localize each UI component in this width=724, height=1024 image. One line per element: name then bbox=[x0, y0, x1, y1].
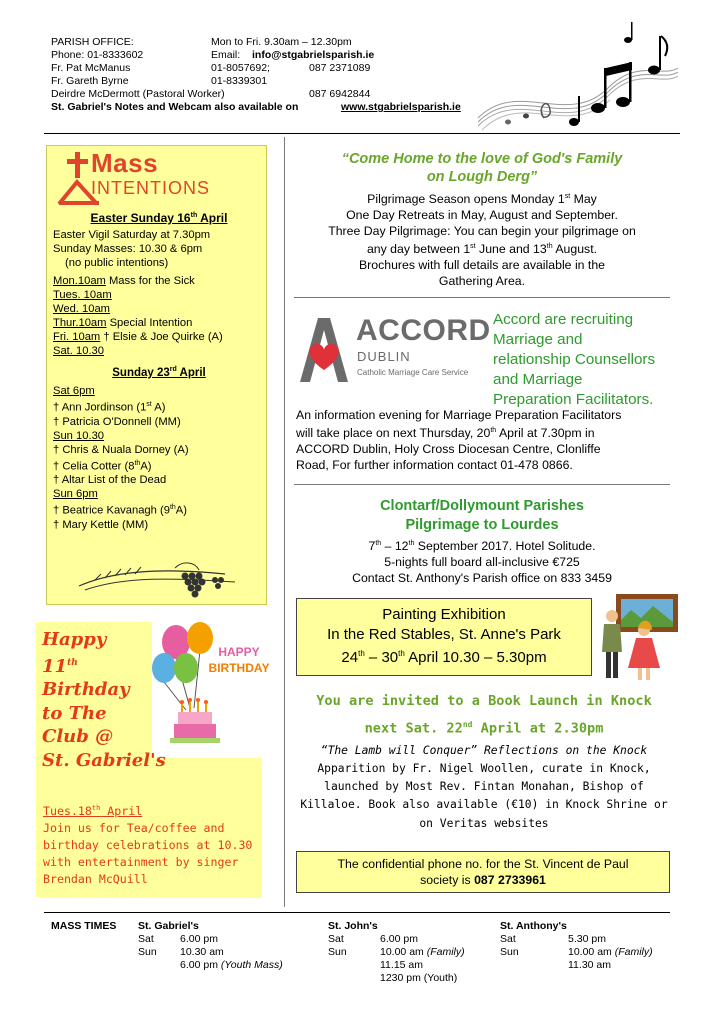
gareth-name: Fr. Gareth Byrne bbox=[51, 75, 129, 87]
intention-mary: † Mary Kettle (MM) bbox=[53, 519, 149, 532]
office-phone: Phone: 01-8333602 bbox=[51, 49, 144, 61]
saturday-intention: Sat. 10.30 bbox=[53, 345, 105, 357]
lough-derg-body: Pilgrimage Season opens Monday 1st May One Day Retreats in May, August and September. Three Day Pilgrimage: You can begin your pilgrimage on any day between 1st June and 13th August. Brochures with full details are available in the Gathering Area. bbox=[328, 192, 636, 289]
column-divider bbox=[284, 137, 285, 907]
lourdes-title: Clontarf/Dollymount Parishes Pilgrimage to Lourdes bbox=[380, 498, 584, 533]
intention-beatrice: † Beatrice Kavanagh (9thA) bbox=[53, 504, 187, 518]
email-label: Email: bbox=[211, 49, 241, 61]
mass-times-st-johns: St. John's Sat 6.00 pm Sun 10.00 am (Family) 11.15 am 1230 pm (Youth) bbox=[328, 920, 465, 984]
sun-6pm-label: Sun 6pm bbox=[53, 488, 98, 501]
grapes-wheat-icon bbox=[75, 556, 245, 600]
intention-altar: † Altar List of the Dead bbox=[53, 474, 167, 487]
email-link[interactable]: info@stgabrielsparish.ie bbox=[252, 49, 375, 61]
logo-intentions-word: INTENTIONS bbox=[91, 178, 211, 198]
mass-intentions-box bbox=[46, 145, 267, 605]
book-launch-body: “The Lamb will Conquer” Reflections on the Knock Apparition by Fr. Nigel Woollen, curate in Knock, launched by Most Rev. Fintan Monahan, Bishop of Killaloe. Book also available (€10) in Knock Shrine or on Veritas websites bbox=[300, 743, 668, 830]
book-launch-section bbox=[298, 690, 670, 833]
no-public-intentions: (no public intentions) bbox=[65, 257, 169, 269]
birthday-date: Tues.18th April bbox=[43, 803, 143, 818]
wednesday-intention: Wed. 10am bbox=[53, 303, 111, 315]
sun-1030-label: Sun 10.30 bbox=[53, 429, 105, 442]
mass-intentions-logo bbox=[57, 150, 247, 206]
sunday-23-heading: Sunday 23rd April bbox=[112, 366, 206, 379]
pat-phone-1: 01-8057692; bbox=[211, 62, 270, 74]
mass-times-divider bbox=[44, 912, 670, 913]
parish-office-header bbox=[51, 36, 521, 114]
divider-2 bbox=[294, 484, 670, 485]
art-gallery-icon bbox=[598, 590, 682, 682]
svp-box: The confidential phone no. for the St. Vincent de Paul society is 087 2733961 bbox=[296, 851, 670, 893]
easter-sunday-heading: Easter Sunday 16th April bbox=[90, 211, 228, 225]
thursday-intention: Thur.10am Special Intention bbox=[53, 317, 193, 329]
accord-logo bbox=[296, 314, 491, 388]
webcam-text: St. Gabriel's Notes and Webcam also available on bbox=[51, 101, 299, 113]
monday-intention: Mon.10am Mass for the Sick bbox=[53, 275, 195, 287]
mass-times-label: MASS TIMES bbox=[51, 920, 117, 932]
logo-mass-word: Mass bbox=[91, 148, 159, 178]
music-notes-icon bbox=[478, 18, 678, 136]
painting-exhibition-box: Painting Exhibition In the Red Stables, St. Anne's Park 24th – 30th April 10.30 – 5.30pm bbox=[296, 598, 592, 676]
birthday-title: Happy 11th Birthday to The Club @ St. Gabriel's bbox=[42, 629, 166, 771]
intention-ann: † Ann Jordinson (1st A) bbox=[53, 400, 166, 414]
svp-phone[interactable]: 087 2733961 bbox=[474, 873, 546, 887]
lough-derg-title: “Come Home to the love of God's Family on Lough Derg” bbox=[341, 151, 623, 185]
gareth-phone: 01-8339301 bbox=[211, 75, 268, 87]
accord-recruiting: Accord are recruiting Marriage and relationship Counsellors and Marriage Preparation Facilitators. bbox=[493, 311, 656, 408]
lough-derg-section bbox=[296, 150, 668, 290]
accord-info: An information evening for Marriage Preparation Facilitators will take place on next Thursday, 20th April at 7.30pm in ACCORD Dublin, Holy Cross Diocesan Centre, Clonliffe Road, For further information contact 01-478 0866. bbox=[296, 408, 622, 473]
heart-a-icon bbox=[296, 316, 352, 384]
easter-vigil: Easter Vigil Saturday at 7.30pm bbox=[53, 229, 211, 241]
office-hours: Mon to Fri. 9.30am – 12.30pm bbox=[211, 36, 352, 48]
friday-intention: Fri. 10am † Elsie & Joe Quirke (A) bbox=[53, 331, 223, 343]
lourdes-body: 7th – 12th September 2017. Hotel Solitude. 5-nights full board all-inclusive €725 Contact St. Anthony's Parish office on 833 3459 bbox=[352, 539, 612, 586]
tuesday-intention: Tues. 10am bbox=[53, 289, 112, 301]
mass-times-st-gabriels: St. Gabriel's Sat 6.00 pm Sun 10.30 am 6.00 pm (Youth Mass) bbox=[138, 920, 283, 971]
intention-patricia: † Patricia O'Donnell (MM) bbox=[53, 415, 181, 428]
book-launch-title: You are invited to a Book Launch in Knock next Sat. 22nd April at 2.30pm bbox=[316, 693, 652, 737]
mass-times-st-anthonys: St. Anthony's Sat 5.30 pm Sun 10.00 am (Family) 11.30 am bbox=[500, 920, 653, 971]
sunday-masses: Sunday Masses: 10.30 & 6pm bbox=[53, 243, 203, 255]
sat-6pm-label: Sat 6pm bbox=[53, 384, 95, 397]
office-label: PARISH OFFICE: bbox=[51, 36, 134, 48]
header-divider bbox=[44, 133, 680, 134]
intention-chris: † Chris & Nuala Dorney (A) bbox=[53, 443, 189, 456]
lourdes-section bbox=[296, 497, 668, 586]
happy-birthday-banner: HAPPY BIRTHDAY bbox=[208, 645, 270, 675]
divider-1 bbox=[294, 297, 670, 298]
intention-celia: † Celia Cotter (8thA) bbox=[53, 459, 152, 473]
deirdre-name: Deirdre McDermott (Pastoral Worker) bbox=[51, 88, 225, 100]
pat-name: Fr. Pat McManus bbox=[51, 62, 131, 74]
accord-wordmark: ACCORD bbox=[356, 314, 491, 347]
accord-tagline: Catholic Marriage Care Service bbox=[357, 368, 469, 377]
accord-city: DUBLIN bbox=[357, 349, 411, 364]
webcam-link[interactable]: www.stgabrielsparish.ie bbox=[341, 101, 461, 113]
birthday-balloons-cake-icon bbox=[152, 620, 276, 750]
deirdre-phone: 087 6942844 bbox=[309, 88, 371, 100]
pat-phone-2: 087 2371089 bbox=[309, 62, 371, 74]
birthday-details: Tues.18th April Join us for Tea/coffee and birthday celebrations at 10.30 with entertainment by singer Brendan McQuill bbox=[43, 800, 252, 888]
